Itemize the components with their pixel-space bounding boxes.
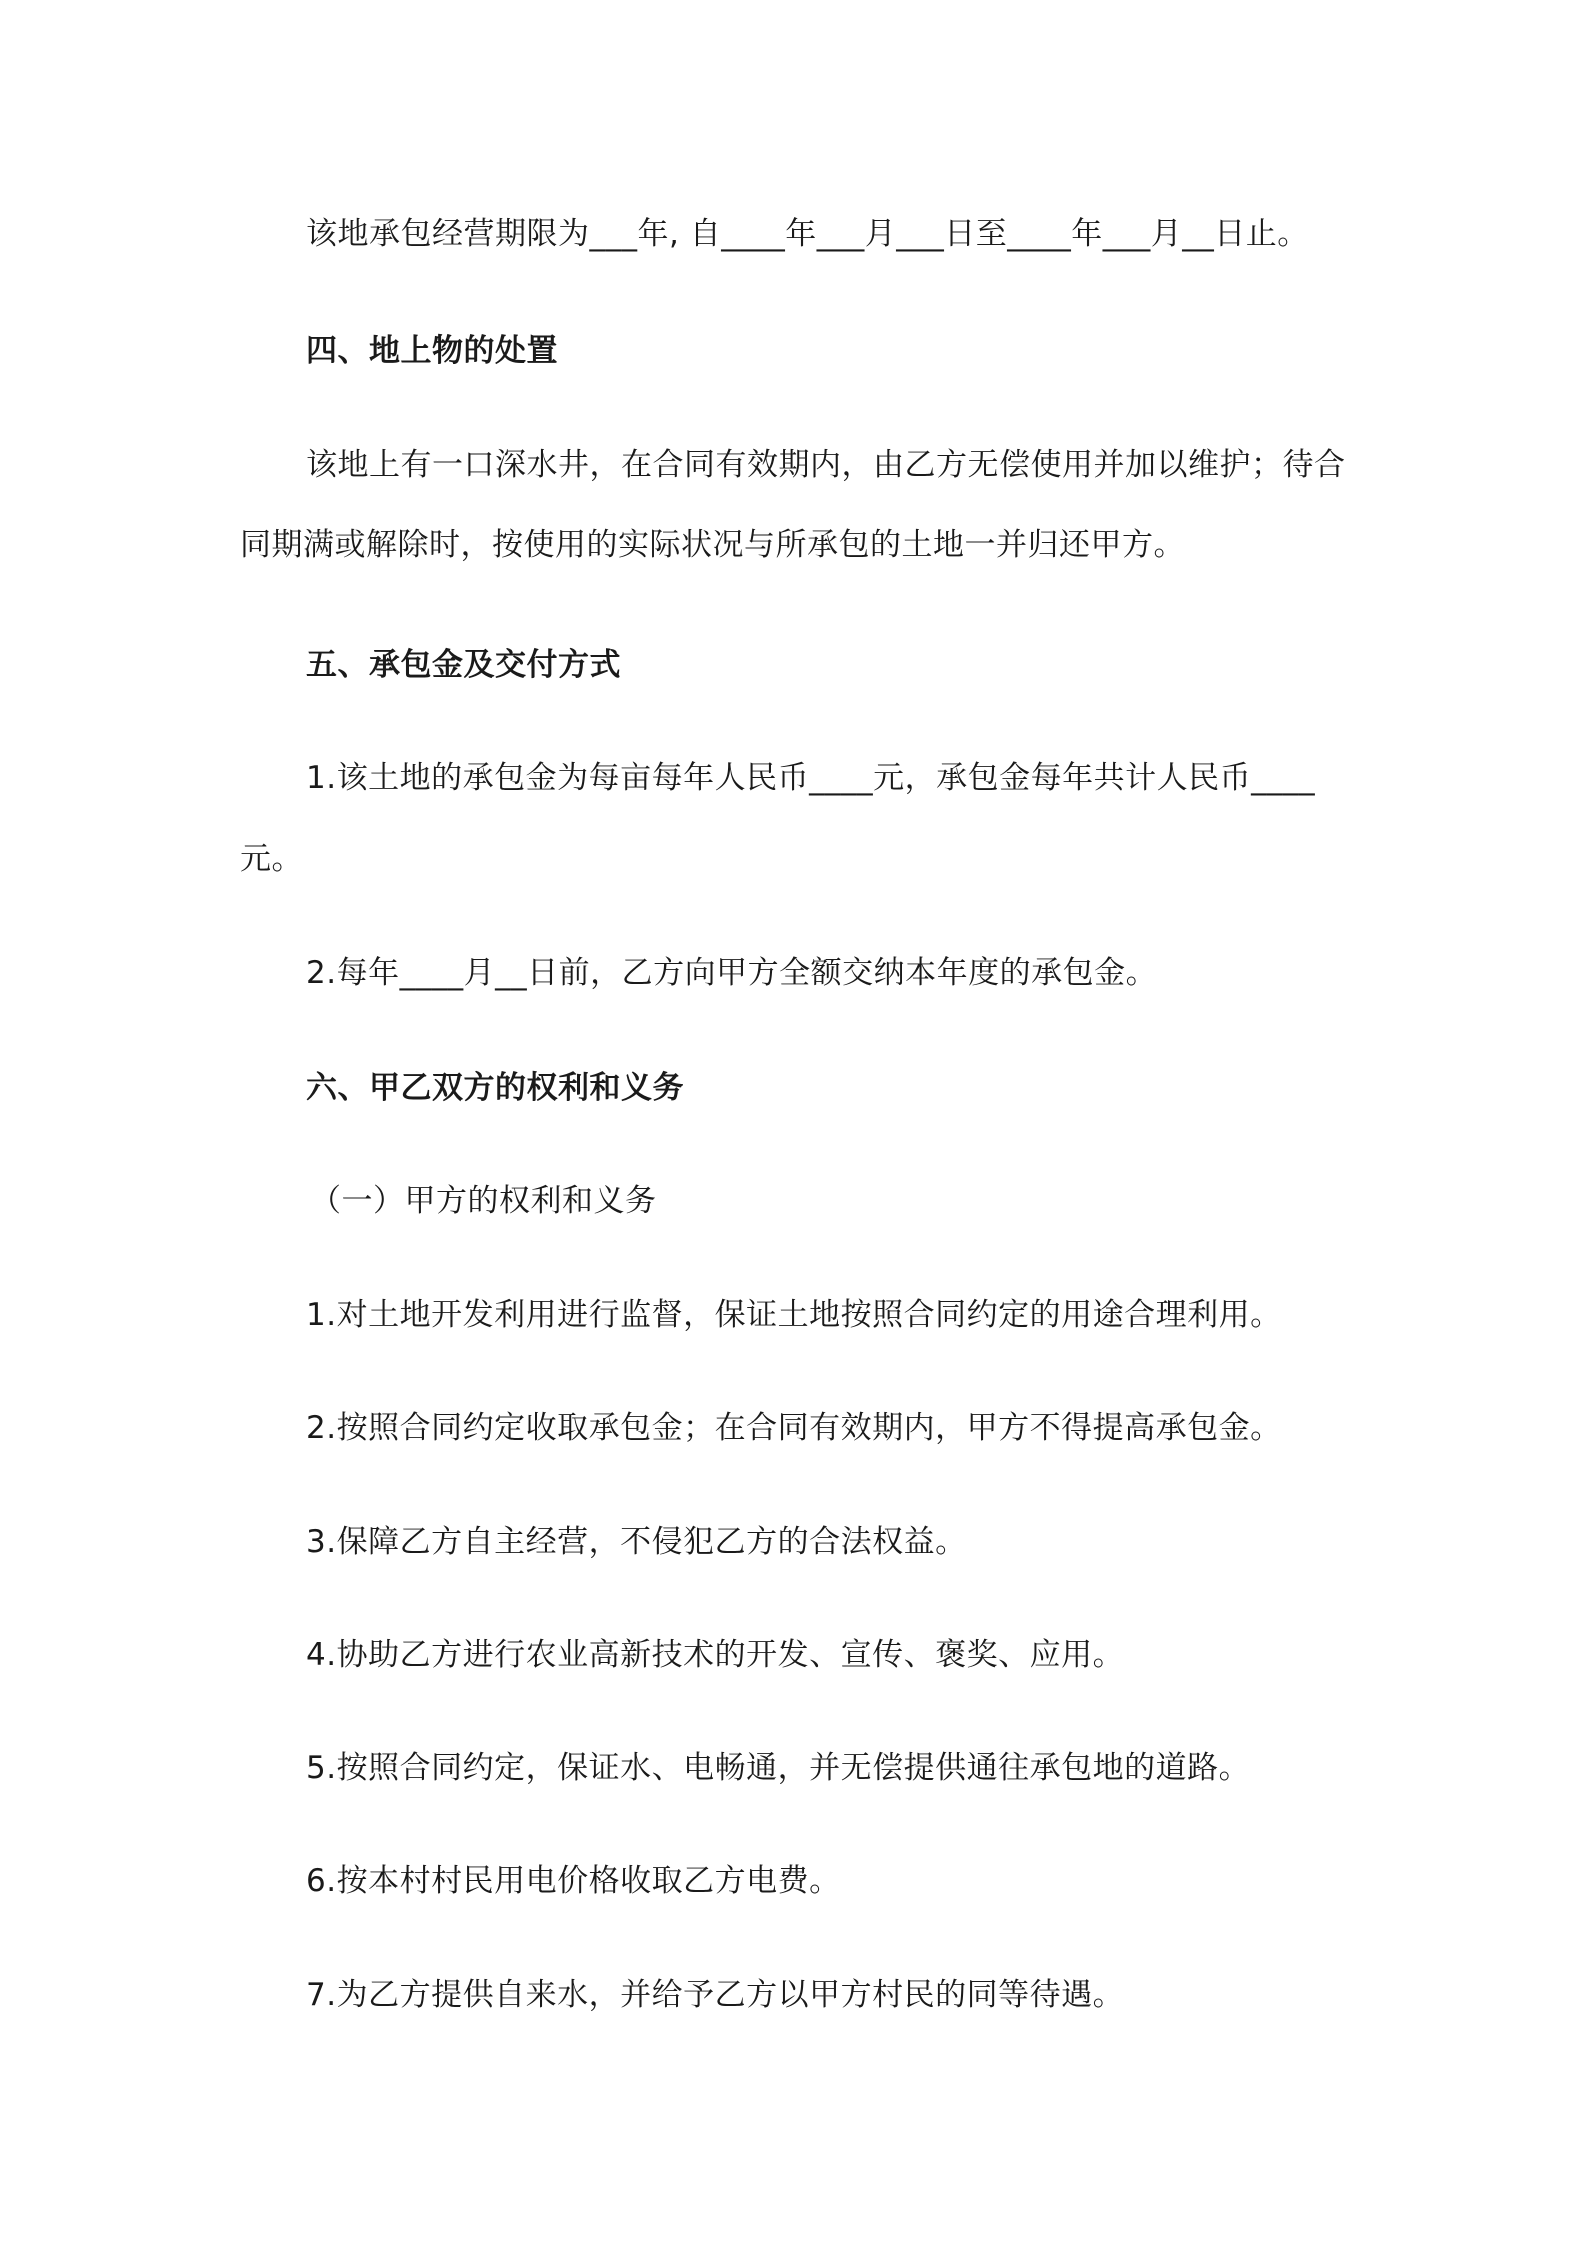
list-item-3: 3.保障乙方自主经营，不侵犯乙方的合法权益。 (306, 1524, 967, 1560)
paragraph-contract-term: 该地承包经营期限为___年, 自____年___月___日至____年___月__日止。 (306, 216, 1309, 252)
list-item-1: 1.对土地开发利用进行监督，保证土地按照合同约定的用途合理利用。 (306, 1297, 1282, 1333)
paragraph-well-line-1: 该地上有一口深水井，在合同有效期内，由乙方无偿使用并加以维护；待合 (306, 447, 1346, 483)
list-item-6: 6.按本村村民用电价格收取乙方电费。 (306, 1863, 841, 1899)
section-heading-6: 六、甲乙双方的权利和义务 (306, 1070, 684, 1106)
list-item-2: 2.按照合同约定收取承包金；在合同有效期内，甲方不得提高承包金。 (306, 1410, 1282, 1446)
paragraph-fee-line-1: 1.该土地的承包金为每亩每年人民币____元，承包金每年共计人民币____ (306, 760, 1316, 796)
list-item-4: 4.协助乙方进行农业高新技术的开发、宣传、褒奖、应用。 (306, 1637, 1125, 1673)
section-heading-5: 五、承包金及交付方式 (306, 647, 621, 683)
paragraph-well-line-2: 同期满或解除时，按使用的实际状况与所承包的土地一并归还甲方。 (240, 527, 1185, 563)
subsection-heading-party-a: （一）甲方的权利和义务 (310, 1183, 657, 1219)
list-item-7: 7.为乙方提供自来水，并给予乙方以甲方村民的同等待遇。 (306, 1977, 1125, 2013)
list-item-5: 5.按照合同约定，保证水、电畅通，并无偿提供通往承包地的道路。 (306, 1750, 1251, 1786)
section-heading-4: 四、地上物的处置 (306, 333, 558, 369)
paragraph-fee-line-2: 元。 (240, 841, 303, 877)
paragraph-payment-date: 2.每年____月__日前，乙方向甲方全额交纳本年度的承包金。 (306, 955, 1158, 991)
